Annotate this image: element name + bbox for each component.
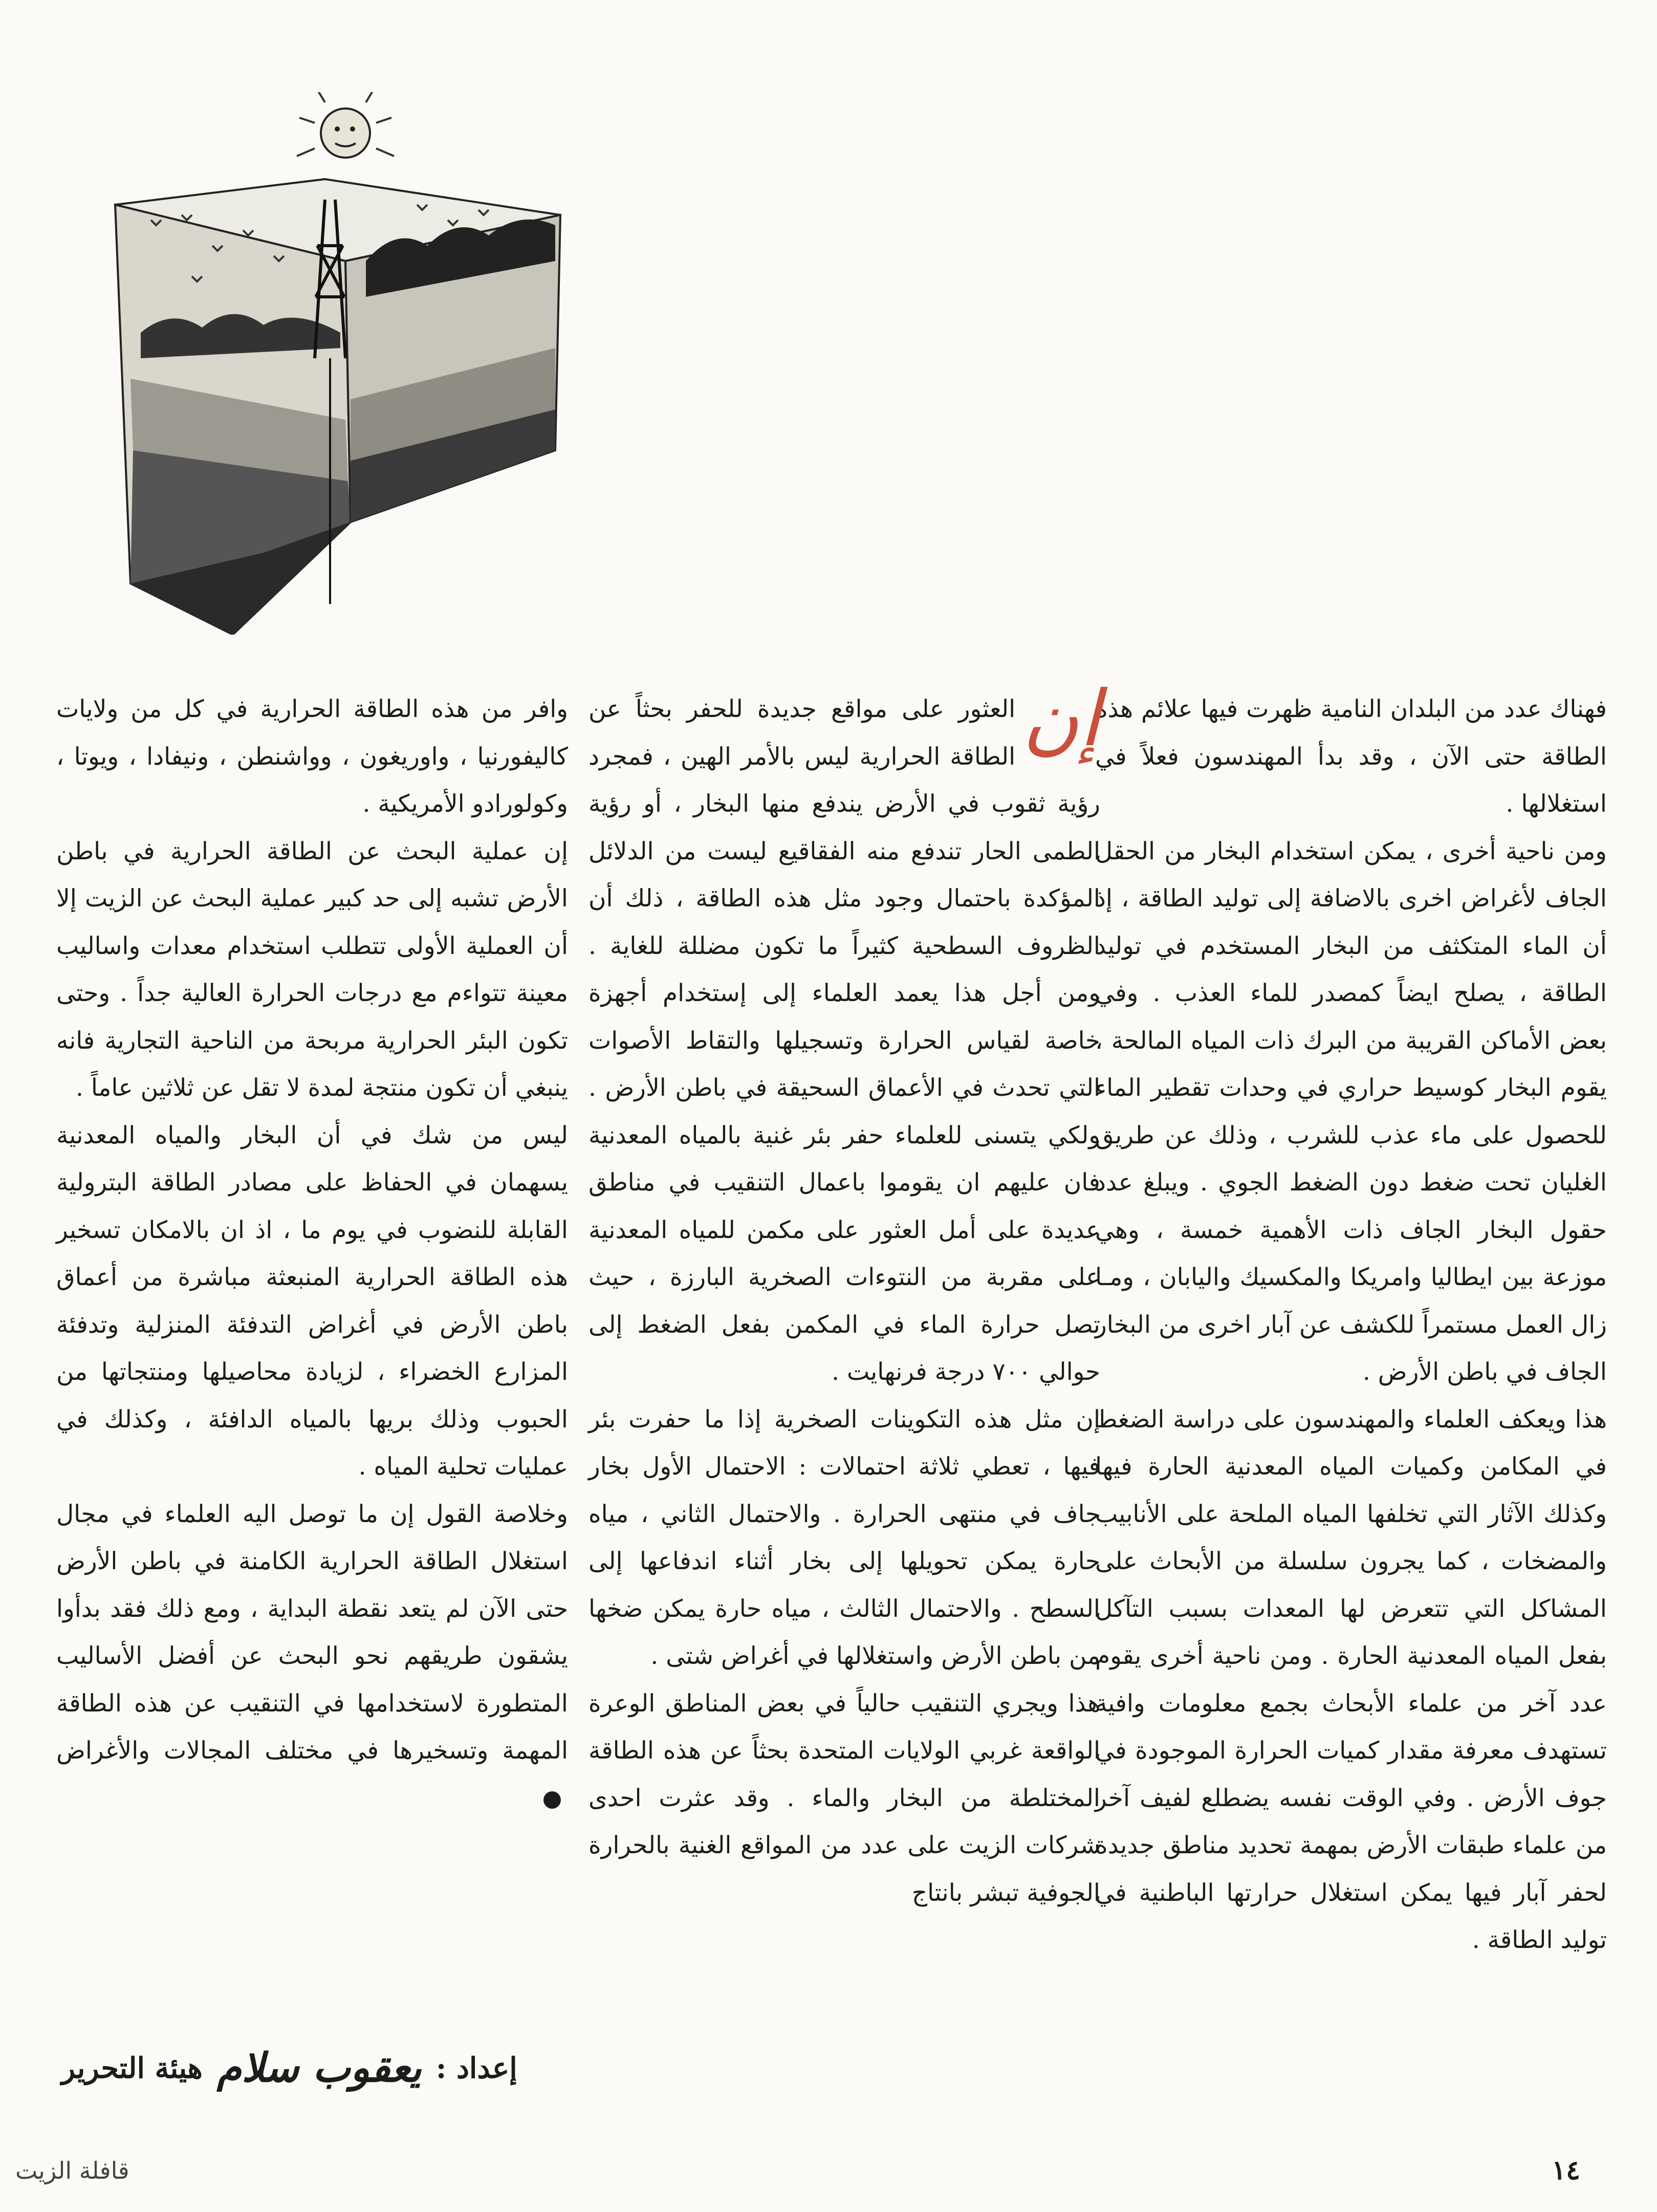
end-bullet-icon: [543, 1791, 561, 1809]
paragraph: فهناك عدد من البلدان النامية ظهرت فيها علائم هذه الطاقة حتى الآن ، وقد بدأ المهندسون فعلاً في استغلالها .: [1095, 695, 1607, 818]
paragraph: [588, 675, 1100, 1396]
paragraph: هذا ويعكف العلماء والمهندسون على دراسة الضغط في المكامن وكميات المياه المعدنية الحارة فيها وكذلك الآثار التي تخلفها المياه الملحة على الأنابيب والمضخات ، كما يجرون سلسلة من الأبحاث على المشاكل التي تتعرض لها المعدات بسبب التآكل بفعل المياه المعدنية الحارة . ومن ناحية أخرى يقوم عدد آخر من علماء الأبحاث بجمع معلومات وافية تستهدف معرفة مقدار كميات الحرارة الموجودة في جوف الأرض . وفي الوقت نفسه يضطلع لفيف آخر من علماء طبقات الأرض بمهمة تحديد مناطق جديدة لحفر آبار فيها يمكن استغلال حرارتها الباطنية في توليد الطاقة .: [1095, 1405, 1607, 1954]
author-signature: يعقوب سلام: [216, 2045, 422, 2091]
text-column-middle: [588, 675, 1100, 1917]
paragraph: [56, 1491, 568, 1823]
drop-cap: إن: [1022, 675, 1100, 764]
paragraph: إن مثل هذه التكوينات الصخرية إذا ما حفرت بئر فيها ، تعطي ثلاثة احتمالات : الاحتمال الأول بخار جاف في منتهى الحرارة . والاحتمال الثاني ، مياه حارة يمكن تحويلها إلى بخار أثناء اندفاعها إلى السطح . والاحتمال الثالث ، مياه حارة يمكن ضخها من باطن الأرض واستغلالها في أغراض شتى .: [588, 1405, 1100, 1670]
editorial-staff: هيئة التحرير: [61, 2051, 203, 2085]
paragraph-text: وخلاصة القول إن ما توصل اليه العلماء في مجال استغلال الطاقة الحرارية الكامنة في باطن الأرض حتى الآن لم يتعد نقطة البداية ، ومع ذلك فقد بدأوا يشقون طريقهم نحو البحث عن أفضل الأساليب المتطورة لاستخدامها في التنقيب عن هذه الطاقة المهمة وتسخيرها في مختلف المجالات والأغراض: [56, 1500, 568, 1765]
page-footer: [0, 2155, 1657, 2196]
paragraph: ليس من شك في أن البخار والمياه المعدنية يسهمان في الحفاظ على مصادر الطاقة البترولية القابلة للنضوب في يوم ما ، اذ ان بالامكان تسخير هذه الطاقة الحرارية المنبعثة مباشرة من أعماق باطن الأرض في أغراض التدفئة المنزلية وتدفئة المزارع الخضراء ، لزيادة محاصيلها ومنتجاتها من الحبوب وذلك بريها بالمياه الدافئة ، وكذلك في عمليات تحلية المياه .: [56, 1121, 568, 1481]
paragraph: إن عملية البحث عن الطاقة الحرارية في باطن الأرض تشبه إلى حد كبير عملية البحث عن الزيت إلا أن العملية الأولى تتطلب استخدام معدات واساليب معينة تتواءم مع درجات الحرارة العالية جداً . وحتى تكون البئر الحرارية مربحة من الناحية التجارية فانه ينبغي أن تكون منتجة لمدة لا تقل عن ثلاثين عاماً .: [56, 837, 568, 1102]
page-number: ١٤: [1552, 2155, 1580, 2186]
magazine-name: قافلة الزيت: [15, 2157, 129, 2184]
paragraph-text: العثور على مواقع جديدة للحفر بحثاً عن الطاقة الحرارية ليس بالأمر الهين ، فمجرد رؤية ثقوب في الأرض يندفع منها البخار ، أو رؤية الطمى الحار تندفع منه الفقاقيع ليست من الدلائل المؤكدة باحتمال وجود مثل هذه الطاقة ، ذلك أن الظروف السطحية كثيراً ما تكون مضللة للغاية . ومن أجل هذا يعمد العلماء إلى إستخدام أجهزة خاصة لقياس الحرارة وتسجيلها والتقاط الأصوات التي تحدث في الأعماق السحيقة في باطن الأرض . ولكي يتسنى للعلماء حفر بئر غنية بالمياه المعدنية فان عليهم ان يقوموا باعمال التنقيب في مناطق عديدة على أمل العثور على مكمن للمياه المعدنية على مقربة من النتوءات الصخرية البارزة ، حيث تصل حرارة الماء في المكمن بفعل الضغط إلى حوالي ٧٠٠ درجة فرنهايت .: [588, 695, 1100, 1386]
article-credit: [61, 2045, 517, 2091]
credit-label: إعداد :: [435, 2051, 517, 2085]
paragraph: وافر من هذه الطاقة الحرارية في كل من ولايات كاليفورنيا ، واوريغون ، وواشنطن ، ونيفادا ، ويوتا ، وكولورادو الأمريكية .: [56, 695, 568, 818]
paragraph: هذا ويجري التنقيب حالياً في بعض المناطق الوعرة الواقعة غربي الولايات المتحدة بحثاً عن هذه الطاقة المختلطة من البخار والماء . وقد عثرت احدى شركات الزيت على عدد من المواقع الغنية بالحرارة الجوفية تبشر بانتاج: [588, 1689, 1100, 1907]
sun-icon: [297, 92, 394, 158]
paragraph: ومن ناحية أخرى ، يمكن استخدام البخار من الحقل الجاف لأغراض اخرى بالاضافة إلى توليد الطاقة ، إذ أن الماء المتكثف من البخار المستخدم في توليد الطاقة ، يصلح ايضاً كمصدر للماء العذب . وفي بعض الأماكن القريبة من البرك ذات المياه المالحة ، يقوم البخار كوسيط حراري في وحدات تقطير الماء للحصول على ماء عذب للشرب ، وذلك عن طريق الغليان تحت ضغط دون الضغط الجوي . ويبلغ عدد حقول البخار الجاف ذات الأهمية خمسة ، وهي موزعة بين ايطاليا وامريكا والمكسيك واليابان ، ومـا زال العمل مستمراً للكشف عن آبار اخرى من البخار الجاف في باطن الأرض .: [1095, 837, 1607, 1386]
text-column-left: [56, 686, 568, 1822]
text-column-right: [1095, 686, 1607, 1964]
geothermal-illustration: [110, 92, 571, 635]
